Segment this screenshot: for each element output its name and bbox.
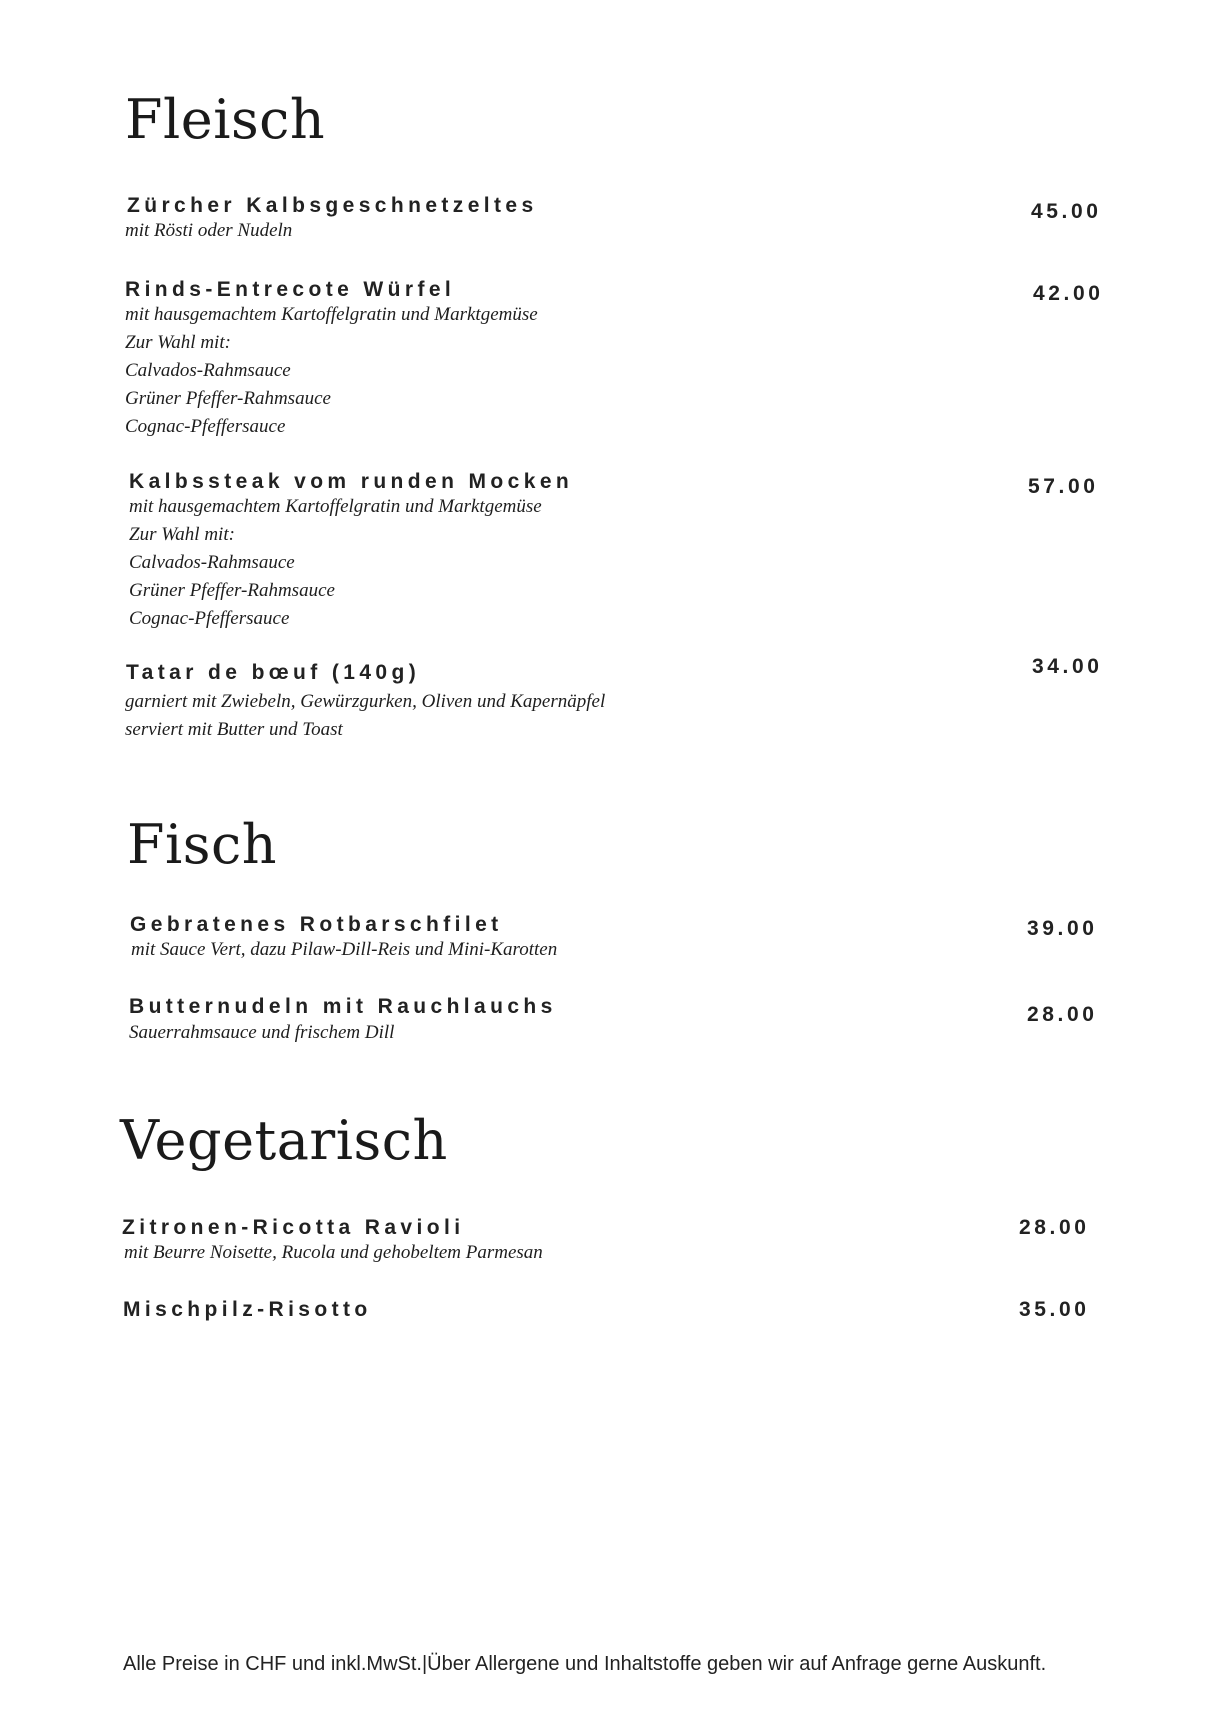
- dish-name: Zürcher Kalbsgeschnetzeltes: [127, 194, 538, 217]
- dish-price: 28.00: [1027, 1003, 1098, 1026]
- dish-name: Kalbssteak vom runden Mocken: [129, 470, 574, 493]
- description-line: mit Sauce Vert, dazu Pilaw-Dill-Reis und Mini-Karotten: [131, 939, 558, 960]
- dish-price: 39.00: [1027, 917, 1098, 940]
- dish-description: [125, 688, 605, 744]
- dish-description: [124, 1239, 543, 1267]
- dish-description: [131, 936, 557, 964]
- description-line: Grüner Pfeffer-Rahmsauce: [129, 580, 335, 601]
- dish-name: Butternudeln mit Rauchlauchs: [129, 995, 557, 1018]
- dish-price: 45.00: [1031, 200, 1102, 223]
- description-line: Calvados-Rahmsauce: [125, 360, 291, 381]
- description-line: Calvados-Rahmsauce: [129, 552, 295, 573]
- dish-price: 28.00: [1019, 1216, 1090, 1239]
- footer-note: Alle Preise in CHF und inkl.MwSt.|Über Allergene und Inhaltstoffe geben wir auf Anfrage gerne Auskunft.: [123, 1653, 1047, 1675]
- dish-name: Rinds-Entrecote Würfel: [125, 278, 456, 301]
- dish-description: [125, 301, 538, 441]
- dish-description: [129, 493, 542, 633]
- description-line: Cognac-Pfeffersauce: [129, 608, 290, 629]
- dish-price: 57.00: [1028, 475, 1099, 498]
- dish-price: 34.00: [1032, 655, 1103, 678]
- dish-name: Tatar de bœuf (140g): [126, 661, 421, 684]
- description-line: Zur Wahl mit:: [129, 524, 235, 545]
- description-line: Cognac-Pfeffersauce: [125, 416, 286, 437]
- description-line: Zur Wahl mit:: [125, 332, 231, 353]
- description-line: mit hausgemachtem Kartoffelgratin und Marktgemüse: [125, 304, 538, 325]
- description-line: serviert mit Butter und Toast: [125, 719, 343, 740]
- dish-price: 42.00: [1033, 282, 1104, 305]
- description-line: mit Rösti oder Nudeln: [125, 220, 293, 241]
- description-line: Sauerrahmsauce und frischem Dill: [129, 1022, 395, 1043]
- description-line: mit hausgemachtem Kartoffelgratin und Marktgemüse: [129, 496, 542, 517]
- dish-description: [129, 1019, 394, 1047]
- dish-price: 35.00: [1019, 1298, 1090, 1321]
- description-line: Grüner Pfeffer-Rahmsauce: [125, 388, 331, 409]
- dish-description: [125, 217, 292, 245]
- dish-name: Mischpilz-Risotto: [123, 1298, 372, 1321]
- description-line: garniert mit Zwiebeln, Gewürzgurken, Oliven und Kapernäpfel: [125, 691, 606, 712]
- section-title-fleisch: Fleisch: [125, 88, 326, 151]
- dish-name: Gebratenes Rotbarschfilet: [130, 913, 503, 936]
- dish-name: Zitronen-Ricotta Ravioli: [122, 1216, 465, 1239]
- section-title-vegetarisch: Vegetarisch: [120, 1109, 448, 1172]
- description-line: mit Beurre Noisette, Rucola und gehobeltem Parmesan: [124, 1242, 543, 1263]
- section-title-fisch: Fisch: [127, 813, 277, 876]
